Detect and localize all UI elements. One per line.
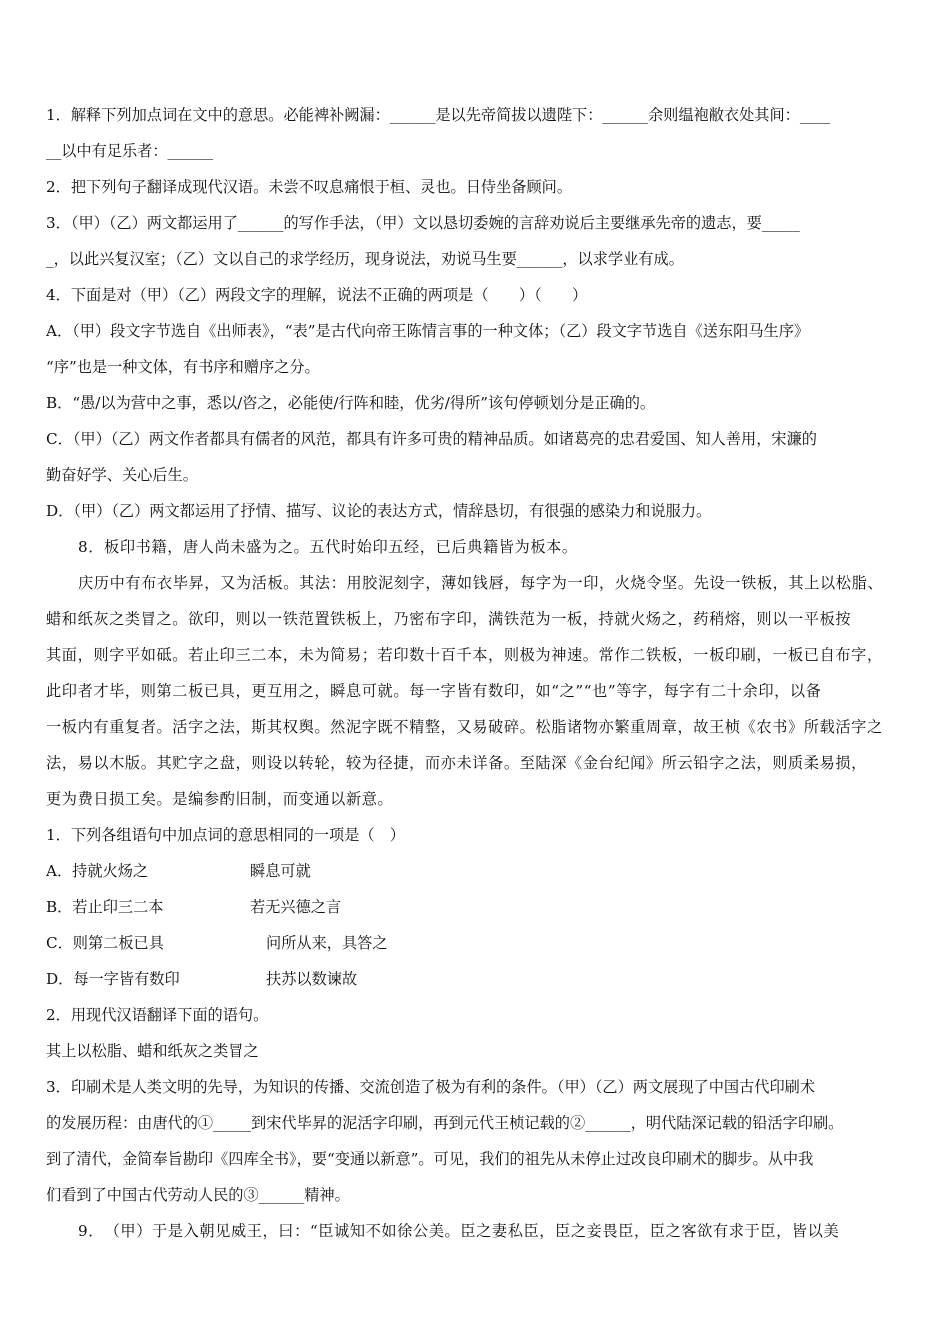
q1-line-1: 1．解释下列加点词在文中的意思。必能裨补阙漏：______是以先帝简拔以遗陛下：______余则缊袍敝衣处其间：____ [46, 106, 831, 124]
document-body [46, 97, 908, 1249]
q3-line-1: 3．（甲）（乙）两文都运用了______的写作手法，（甲）文以恳切委婉的言辞劝说后主要继承先帝的遗志，要_____ [46, 214, 800, 232]
q8-sub1-option-c [46, 925, 908, 961]
q8-passage-line-2: 蜡和纸灰之类冒之。欲印，则以一铁范置铁板上，乃密布字印，满铁范为一板，持就火炀之，药稍熔，则以一平板按 [46, 610, 852, 628]
option-a-right: 瞬息可就 [250, 862, 311, 880]
q8-passage-line-1: 庆历中有布衣毕昇，又为活板。其法：用胶泥刻字，薄如钱唇，每字为一印，火烧令坚。先设一铁板，其上以松脂、 [78, 574, 884, 592]
q8-passage-line-5: 一板内有重复者。活字之法，斯其权舆。然泥字既不精整，又易破碎。松脂诸物亦繁重周章，故王桢《农书》所载活字之 [46, 718, 883, 736]
q3-line-2: _，以此兴复汉室；（乙）文以自己的求学经历，现身说法，劝说马生要______，以求学业有成。 [46, 250, 684, 268]
q8-sub1-question: 1．下列各组语句中加点词的意思相同的一项是（ ） [46, 826, 405, 844]
q8-passage-line-7: 更为费日损工矣。是编参酌旧制，而变通以新意。 [46, 790, 394, 808]
q8-sub1-option-a [46, 853, 908, 889]
q8-sub1-option-d [46, 961, 908, 997]
q1-line-2: __以中有足乐者：______ [46, 142, 214, 160]
q8-sub3-line-4: 们看到了中国古代劳动人民的③______精神。 [46, 1186, 350, 1204]
q8-sub3-line-3: 到了清代，金简奉旨勘印《四库全书》，要“变通以新意”。可见，我们的祖先从未停止过改良印刷术的脚步。从中我 [46, 1150, 814, 1168]
q4-line: 4．下面是对（甲）（乙）两段文字的理解，说法不正确的两项是（ ）（ ） [46, 286, 588, 304]
q8-passage-line-3: 其面，则字平如砥。若止印三二本，未为简易；若印数十百千本，则极为神速。常作二铁板，一板印刷，一板已自布字， [46, 646, 883, 664]
q4-option-b: B．“愚/以为营中之事，悉以/咨之，必能使/行阵和睦，优劣/得所”该句停顿划分是正确的。 [46, 394, 656, 412]
option-c-left: C．则第二板已具 [46, 934, 164, 952]
option-d-left: D．每一字皆有数印 [46, 970, 180, 988]
q4-option-c-line-2: 勤奋好学、关心后生。 [46, 466, 198, 484]
q8-sub3-line-1: 3．印刷术是人类文明的先导，为知识的传播、交流创造了极为有利的条件。（甲）（乙）两文展现了中国古代印刷术 [46, 1078, 816, 1096]
option-d-right: 扶苏以数谏故 [266, 970, 358, 988]
q8-passage-line-6: 法，易以木版。其贮字之盘，则设以转轮，较为径捷，而亦未详备。至陆深《金台纪闻》所云铅字之法，则质柔易损， [46, 754, 867, 772]
option-c-right: 问所从来，具答之 [266, 934, 388, 952]
q4-option-a-line-1: A．（甲）段文字节选自《出师表》，“表”是古代向帝王陈情言事的一种文体；（乙）段文字节选自《送东阳马生序》 [46, 322, 810, 340]
option-b-left: B．若止印三二本 [46, 898, 164, 916]
q8-heading: 8．板印书籍，唐人尚未盛为之。五代时始印五经，已后典籍皆为板本。 [78, 538, 578, 556]
q8-sub2-sentence: 其上以松脂、蜡和纸灰之类冒之 [46, 1042, 259, 1060]
q8-passage-line-4: 此印者才毕，则第二板已具，更互用之，瞬息可就。每一字皆有数印，如“之”“也”等字，每字有二十余印，以备 [46, 682, 822, 700]
q8-sub3-line-2: 的发展历程：由唐代的①_____到宋代毕昇的泥活字印刷，再到元代王桢记载的②______，明代陆深记载的铅活字印刷。 [46, 1114, 844, 1132]
q8-sub1-option-b [46, 889, 908, 925]
q8-sub2-question: 2．用现代汉语翻译下面的语句。 [46, 1006, 269, 1024]
q9-heading: 9． （甲）于是入朝见威王，曰：“臣诚知不如徐公美。臣之妻私臣，臣之妾畏臣，臣之客欲有求于臣，皆以美 [78, 1222, 840, 1240]
q4-option-a-line-2: “序”也是一种文体，有书序和赠序之分。 [46, 358, 320, 376]
q4-option-c-line-1: C．（甲）（乙）两文作者都具有儒者的风范，都具有许多可贵的精神品质。如诸葛亮的忠君爱国、知人善用，宋濂的 [46, 430, 817, 448]
q2-line: 2．把下列句子翻译成现代汉语。未尝不叹息痛恨于桓、灵也。日侍坐备顾问。 [46, 178, 573, 196]
option-b-right: 若无兴德之言 [250, 898, 342, 916]
q4-option-d: D．（甲）（乙）两文都运用了抒情、描写、议论的表达方式，情辞恳切，有很强的感染力和说服力。 [46, 502, 712, 520]
option-a-left: A．持就火炀之 [46, 862, 149, 880]
